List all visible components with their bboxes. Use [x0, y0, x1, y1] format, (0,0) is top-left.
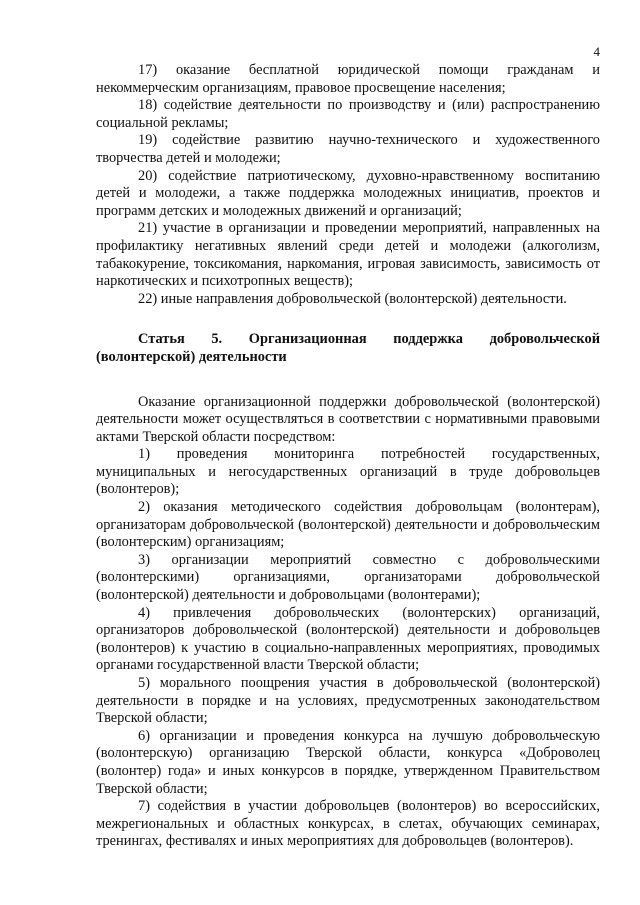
list-item: 5) морального поощрения участия в добровольческой (волонтерской) деятельности в порядке и на условиях, предусмотренных законодательством Тверской области; — [96, 675, 600, 727]
list-item: 22) иные направления добровольческой (волонтерской) деятельности. — [138, 290, 567, 307]
list-item: 17) оказание бесплатной юридической помощи гражданам и некоммерческим организациям, правовое просвещение населения; — [96, 62, 600, 96]
list-item: 6) организации и проведения конкурса на лучшую добровольческую (волонтерскую) организацию Тверской области, конкурса «Доброволец (волонтер) года» и иных конкурсов в порядке, утвержденном Правительством Тверской области; — [96, 727, 600, 797]
list-item: 4) привлечения добровольческих (волонтерских) организаций, организаторов добровольческой (волонтерской) деятельности и добровольцев (волонтеров) к участию в социально-направленных мероприятиях, проводимых органами государственной власти Тверской области; — [96, 604, 600, 674]
document-body — [96, 62, 600, 851]
list-item: 21) участие в организации и проведении мероприятий, направленных на профилактику негативных явлений среди детей и молодежи (алкоголизм, табакокурение, токсикомания, наркомания, игровая зависимость, зависимость от наркотических и психотропных веществ); — [96, 220, 600, 290]
list-item: 18) содействие деятельности по производству и (или) распространению социальной рекламы; — [96, 97, 600, 131]
article-heading: Статья 5. Организационная поддержка добровольческой (волонтерской) деятельности — [96, 331, 600, 365]
page-number: 4 — [593, 44, 600, 59]
list-item: 1) проведения мониторинга потребностей государственных, муниципальных и негосударственных организаций в труде добровольцев (волонтеров); — [96, 446, 600, 498]
intro-paragraph: Оказание организационной поддержки добровольческой (волонтерской) деятельности может осуществляться в соответствии с нормативными правовыми актами Тверской области посредством: — [96, 393, 600, 445]
list-item: 20) содействие патриотическому, духовно-нравственному воспитанию детей и молодежи, а также поддержка молодежных инициатив, проектов и программ детских и молодежных движений и организаций; — [96, 167, 600, 219]
list-item: 19) содействие развитию научно-технического и художественного творчества детей и молодежи; — [96, 132, 600, 166]
list-item: 7) содействия в участии добровольцев (волонтеров) во всероссийских, межрегиональных и областных конкурсах, в слетах, обучающих семинарах, тренингах, фестивалях и иных мероприятиях для добровольцев (волонтеров). — [96, 798, 600, 850]
list-item: 2) оказания методического содействия добровольцам (волонтерам), организаторам добровольческой (волонтерской) деятельности и добровольческим (волонтерским) организациям; — [96, 499, 600, 551]
list-item: 3) организации мероприятий совместно с добровольческими (волонтерскими) организациями, организаторами добровольческой (волонтерской) деятельности и добровольцами (волонтерами); — [96, 551, 600, 604]
